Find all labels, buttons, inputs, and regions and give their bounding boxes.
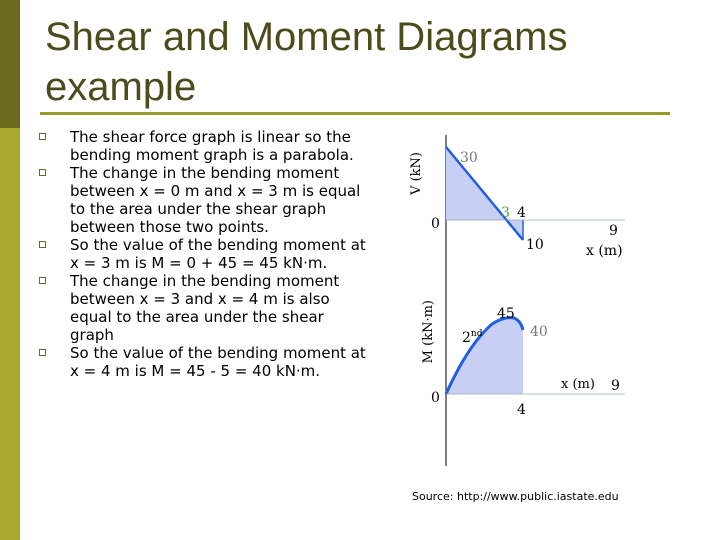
- shear-axis-label: V (kN): [409, 152, 424, 195]
- shear-label-9: 9: [609, 223, 618, 239]
- moment-area: [446, 318, 523, 394]
- bullet-text: The shear force graph is linear so the bending moment graph is a parabola.: [70, 128, 354, 164]
- moment-diagram: [421, 300, 625, 418]
- moment-label-2nd-superscript: nd: [470, 329, 483, 339]
- slide-title: Shear and Moment Diagrams example: [45, 15, 568, 109]
- bullet-text: So the value of the bending moment at x = 3 m is M = 0 + 45 = 45 kN·m.: [70, 236, 366, 272]
- source-caption: Source: http://www.public.iastate.edu: [412, 490, 619, 503]
- shear-label-4: 4: [517, 205, 526, 221]
- shear-diagram: [409, 147, 625, 259]
- bullet-text: So the value of the bending moment at x = 4 m is M = 45 - 5 = 40 kN·m.: [70, 344, 366, 380]
- shear-label-10: 10: [526, 237, 544, 253]
- moment-label-9: 9: [611, 378, 620, 394]
- bullet-text: The change in the bending moment between x = 0 m and x = 3 m is equal to the area under the shear graph between those two points.: [70, 164, 361, 236]
- moment-label-45: 45: [497, 306, 515, 322]
- moment-label-40: 40: [530, 324, 548, 340]
- shear-label-3: 3: [501, 205, 510, 221]
- moment-x-axis-label: x (m): [561, 377, 595, 392]
- moment-label-4: 4: [517, 402, 526, 418]
- bullet-text: The change in the bending moment between x = 3 and x = 4 m is also equal to the area under the shear graph: [70, 272, 340, 344]
- shear-x-axis-label: x (m): [586, 243, 623, 259]
- moment-label-2nd-number: 2: [462, 330, 471, 346]
- shear-label-30: 30: [460, 150, 478, 166]
- shear-label-0: 0: [431, 216, 440, 232]
- moment-axis-label: M (kN·m): [421, 300, 436, 364]
- moment-label-0: 0: [431, 390, 440, 406]
